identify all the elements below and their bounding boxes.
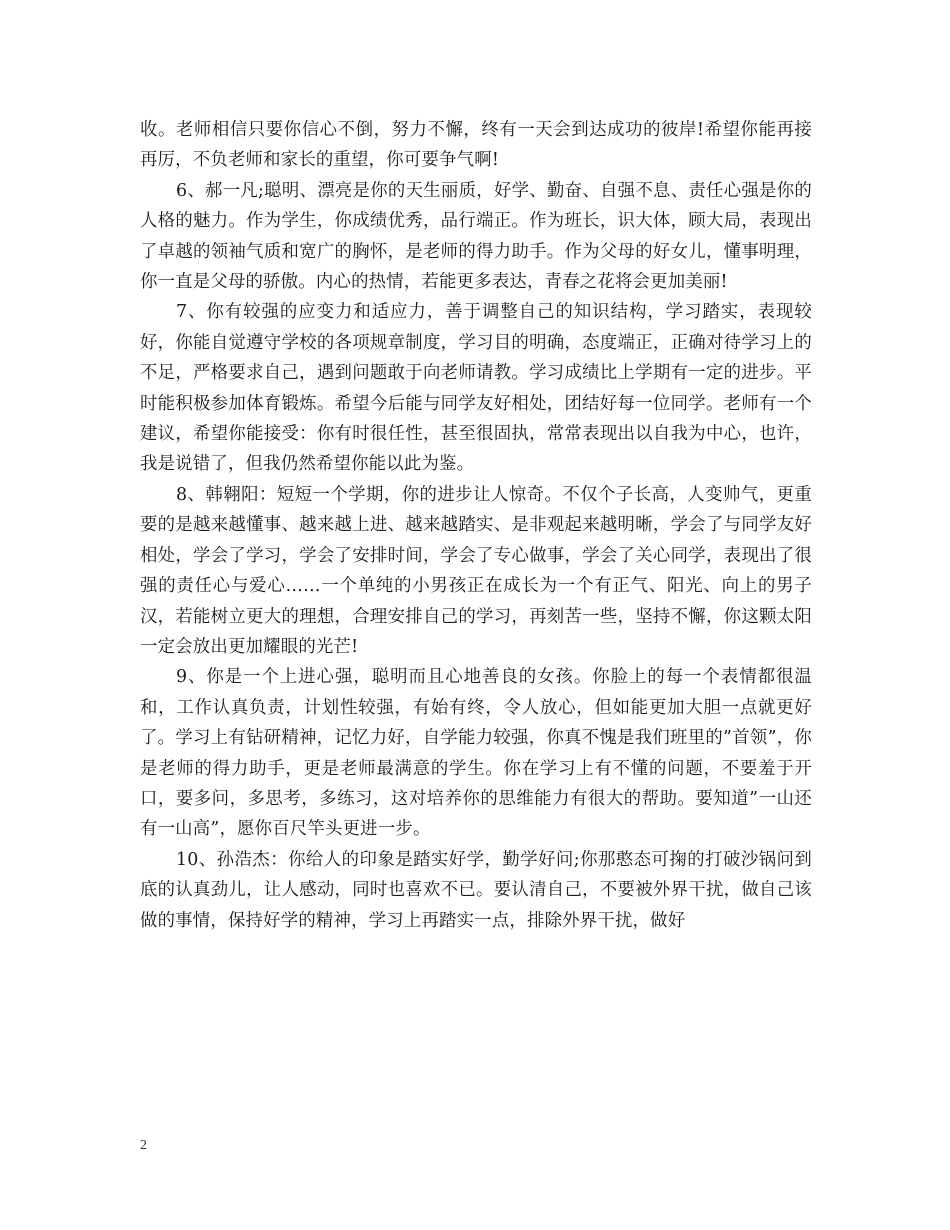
document-body: [140, 115, 812, 936]
page-number: 2: [140, 1138, 147, 1153]
paragraph-comment-10: 10、孙浩杰：你给人的印象是踏实好学，勤学好问;你那憨态可掬的打破沙锅问到底的认真劲儿，让人感动，同时也喜欢不已。要认清自己，不要被外界干扰，做自己该做的事情，保持好学的精神，学习上再踏实一点，排除外界干扰，做好: [140, 849, 812, 931]
paragraph-comment-6: 6、郝一凡;聪明、漂亮是你的天生丽质，好学、勤奋、自强不息、责任心强是你的人格的魅力。作为学生，你成绩优秀，品行端正。作为班长，识大体，顾大局，表现出了卓越的领袖气质和宽广的胸怀，是老师的得力助手。作为父母的好女儿，懂事明理，你一直是父母的骄傲。内心的热情，若能更多表达，青春之花将会更加美丽!: [140, 180, 812, 293]
paragraph-comment-9: 9、你是一个上进心强，聪明而且心地善良的女孩。你脸上的每一个表情都很温和，工作认真负责，计划性较强，有始有终，令人放心，但如能更加大胆一点就更好了。学习上有钻研精神，记忆力好，自学能力较强，你真不愧是我们班里的”首领”，你是老师的得力助手，更是老师最满意的学生。你在学习上有不懂的问题，不要羞于开口，要多问，多思考，多练习，这对培养你的思维能力有很大的帮助。要知道”一山还有一山高”，愿你百尺竿头更进一步。: [140, 667, 812, 840]
paragraph-comment-7: 7、你有较强的应变力和适应力，善于调整自己的知识结构，学习踏实，表现较好，你能自觉遵守学校的各项规章制度，学习目的明确，态度端正，正确对待学习上的不足，严格要求自己，遇到问题敢于向老师请教。学习成绩比上学期有一定的进步。平时能积极参加体育锻炼。希望今后能与同学友好相处，团结好每一位同学。老师有一个建议，希望你能接受：你有时很任性，甚至很固执，常常表现出以自我为中心，也许，我是说错了，但我仍然希望你能以此为鉴。: [140, 302, 812, 475]
paragraph-continuation: 收。老师相信只要你信心不倒，努力不懈，终有一天会到达成功的彼岸!希望你能再接再厉，不负老师和家长的重望，你可要争气啊!: [140, 120, 812, 171]
paragraph-comment-8: 8、韩翱阳：短短一个学期，你的进步让人惊奇。不仅个子长高，人变帅气，更重要的是越来越懂事、越来越上进、越来越踏实、是非观起来越明晰，学会了与同学友好相处，学会了学习，学会了安排时间，学会了专心做事，学会了关心同学，表现出了很强的责任心与爱心……一个单纯的小男孩正在成长为一个有正气、阳光、向上的男子汉，若能树立更大的理想，合理安排自己的学习，再刻苦一些，坚持不懈，你这颗太阳一定会放出更加耀眼的光芒!: [140, 484, 812, 657]
